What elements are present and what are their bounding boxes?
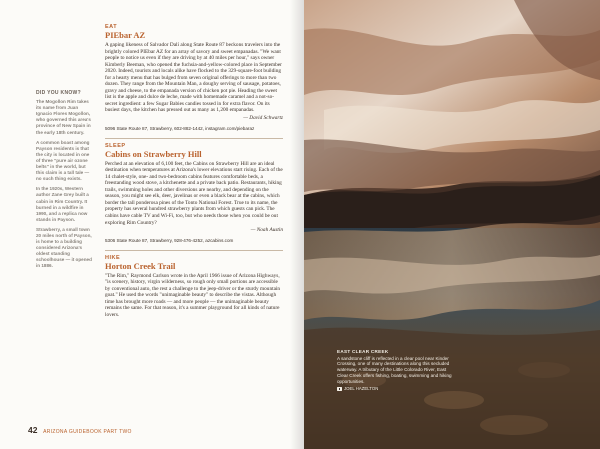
section-eat <box>105 24 283 132</box>
page-folio <box>28 425 132 435</box>
publication-name: ARIZONA GUIDEBOOK PART TWO <box>43 429 132 435</box>
address-info: 5096 State Route 87, Strawberry, 602-882-1442, instagram.com/piebaraz <box>105 126 255 132</box>
sidebar-fact: A common boast among Payson residents is that the city is located in one of three "pure air ozone belts" in the world, but this claim is a tall tale — no such thing exists. <box>36 139 90 182</box>
section-kicker: EAT <box>105 24 118 30</box>
section-sleep <box>105 143 283 244</box>
photo-credit <box>337 386 453 392</box>
section-kicker: SLEEP <box>105 142 126 149</box>
section-heading: Horton Creek Trail <box>105 260 176 271</box>
section-divider <box>105 250 283 251</box>
camera-icon <box>337 387 342 391</box>
sidebar-title: DID YOU KNOW? <box>36 90 81 96</box>
page-number: 42 <box>28 425 38 435</box>
section-body: A gaping likeness of Salvador Dalí along State Route 87 beckons travelers into the brightly colored PIEbar AZ for an array of savory and sweet empanadas. "We want people to notice us even if they are driving by at 40 miles per hour," says owner Kimberly Beeman, who opened the fuchsia-and-yellow-colored place in September 2020. Indeed, tourists and locals alike have flocked to the 329-square-foot building for a hearty menu that has bulged from seven original offerings to more than two dozen. They range from the Mountain Man, a doughy serving of sausage, potatoes, gravy and cheese, to the empanada version of chicken pot pie. Heading the sweet list is the apple and dulce de leche, made with homemade caramel and a not-so-secret ingredient: a few Sugar Babies candies tossed in for extra flavor. On its busiest days, the kitchen has pressed out as many as 1,200 empanadas. <box>105 42 282 114</box>
section-divider <box>105 138 283 139</box>
gutter-shadow <box>290 0 304 449</box>
did-you-know-sidebar <box>36 90 94 274</box>
section-heading: PIEbar AZ <box>105 30 146 40</box>
sidebar-fact: The Mogollon Rim takes its name from Juan Ignacio Flores Mogollon, who governed this area's province of New Spain in the early 18th century. <box>36 99 91 135</box>
caption-text: A sandstone cliff is reflected in a clear pool near Kinder Crossing, one of many destinations along this secluded waterway. A tributary of the Little Colorado River, East Clear Creek offers fishing, boating, swimming and hiking opportunities. <box>337 355 452 384</box>
section-kicker: HIKE <box>105 254 121 261</box>
section-hike <box>105 255 283 319</box>
sidebar-fact: Strawberry, a small town 20 miles north of Payson, is home to a building considered Arizona's oldest standing schoolhouse — it opened in 1886. <box>36 226 92 269</box>
author-credit: — Noah Austin <box>250 227 283 234</box>
sidebar-fact: In the 1920s, Western author Zane Grey built a cabin in Rim Country. It burned in a wildfire in 1990, and a replica now stands in Payson. <box>36 186 89 222</box>
photo-caption <box>337 349 453 392</box>
author-credit: — David Schwartz <box>243 115 283 122</box>
address-info: 5306 State Route 87, Strawberry, 928-476-4252, azcabins.com <box>105 238 234 244</box>
main-column <box>105 24 283 325</box>
section-heading: Cabins on Strawberry Hill <box>105 148 202 159</box>
section-body: "The Rim," Raymond Carlson wrote in the April 1966 issue of Arizona Highways, "is scenery, history, virgin wilderness, so rough only small portions are accessible by conventional auto, the rest a challenge to the jeep-driver or the sturdy mountain goat." He used the words "unimaginable beauty" to describe the vistas. Although time has brought more roads — and more people — the unimaginable beauty remains the same. For that reason, it's a summer playground for all kinds of nature lovers. <box>105 272 281 318</box>
caption-title: EAST CLEAR CREEK <box>337 349 389 354</box>
section-body: Perched at an elevation of 6,100 feet, the Cabins on Strawberry Hill are an ideal destination when temperatures at Arizona's lower elevations start rising. Each of the 14 chalet-style, one- and two-bedroom cabins features comfortable beds, a freestanding wood stove, a kitchenette and a private back patio. Restaurants, hiking trails, swimming holes and other diversions are nearby, and depending on the season, you might see elk, deer, javelinas or even a black bear at the cabins, which border the tall ponderosa pines of the Tonto National Forest. True to its name, the property has several hundred strawberry plants from which guests can pick. The cabins have cable TV and Wi-Fi, too, but who needs those when you could be out exploring Rim Country? <box>105 160 283 226</box>
photographer-name: JOEL HAZELTON <box>344 386 379 392</box>
